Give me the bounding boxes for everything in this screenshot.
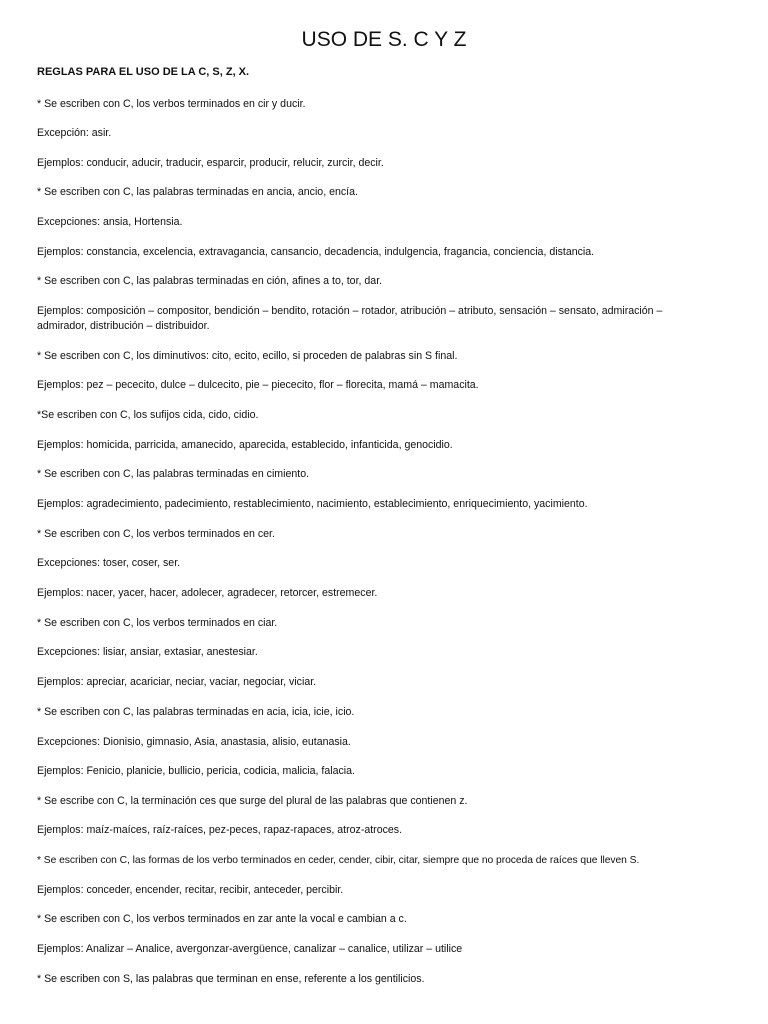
paragraph: Excepciones: lisiar, ansiar, extasiar, anestesiar. <box>37 646 258 658</box>
paragraph: *Se escriben con C, los sufijos cida, cido, cidio. <box>37 409 259 421</box>
paragraph: Excepción: asir. <box>37 127 112 139</box>
paragraph: * Se escriben con C, los verbos terminados en ciar. <box>37 617 278 629</box>
paragraph: * Se escribe con C, la terminación ces que surge del plural de las palabras que contienen z. <box>37 795 468 807</box>
paragraph: * Se escriben con C, las formas de los verbo terminados en ceder, cender, cibir, citar, siempre que no proceda de raíces que lleven S. <box>37 855 640 866</box>
paragraph: Ejemplos: composición – compositor, bendición – bendito, rotación – rotador, atribución – atributo, sensación – sensato, admiración – admirador, distribución – distribuidor. <box>37 305 663 332</box>
paragraph: * Se escriben con C, los verbos terminados en cir y ducir. <box>37 98 306 110</box>
document-title: USO DE S. C Y Z <box>301 28 467 51</box>
paragraph: Excepciones: Dionisio, gimnasio, Asia, anastasia, alisio, eutanasia. <box>37 736 351 748</box>
paragraph: * Se escriben con C, los verbos terminados en zar ante la vocal e cambian a c. <box>37 913 407 925</box>
paragraph: * Se escriben con C, los verbos terminados en cer. <box>37 528 275 540</box>
paragraph: Ejemplos: nacer, yacer, hacer, adolecer, agradecer, retorcer, estremecer. <box>37 587 378 599</box>
paragraph: Excepciones: ansia, Hortensia. <box>37 216 183 228</box>
paragraph: Ejemplos: apreciar, acariciar, neciar, vaciar, negociar, viciar. <box>37 676 317 688</box>
paragraph: Ejemplos: Analizar – Analice, avergonzar-avergüence, canalizar – canalice, utilizar – utilice <box>37 943 463 955</box>
paragraph: Ejemplos: Fenicio, planicie, bullicio, pericia, codicia, malicia, falacia. <box>37 765 355 777</box>
paragraph: Ejemplos: maíz-maíces, raíz-raíces, pez-peces, rapaz-rapaces, atroz-atroces. <box>37 824 403 836</box>
paragraph: Ejemplos: conducir, aducir, traducir, esparcir, producir, relucir, zurcir, decir. <box>37 157 384 169</box>
paragraph: * Se escriben con C, las palabras terminadas en cimiento. <box>37 468 310 480</box>
paragraph: * Se escriben con C, las palabras terminadas en ancia, ancio, encía. <box>37 186 358 198</box>
document-subtitle: REGLAS PARA EL USO DE LA C, S, Z, X. <box>37 66 250 78</box>
paragraph: * Se escriben con S, las palabras que terminan en ense, referente a los gentilicios. <box>37 973 425 985</box>
paragraph: Ejemplos: agradecimiento, padecimiento, restablecimiento, nacimiento, establecimiento, enriquecimiento, yacimiento. <box>37 498 588 510</box>
paragraph: Ejemplos: conceder, encender, recitar, recibir, anteceder, percibir. <box>37 884 344 896</box>
paragraph: Excepciones: toser, coser, ser. <box>37 557 181 569</box>
paragraph: Ejemplos: homicida, parricida, amanecido, aparecida, establecido, infanticida, genocidio. <box>37 439 453 451</box>
paragraph: * Se escriben con C, las palabras terminadas en ción, afines a to, tor, dar. <box>37 275 383 287</box>
paragraph: Ejemplos: pez – pececito, dulce – dulcecito, pie – piececito, flor – florecita, mamá – mamacita. <box>37 379 479 391</box>
paragraph: Ejemplos: constancia, excelencia, extravagancia, cansancio, decadencia, indulgencia, fragancia, conciencia, distancia. <box>37 246 595 258</box>
paragraph: * Se escriben con C, las palabras terminadas en acia, icia, icie, icio. <box>37 706 355 718</box>
paragraph: * Se escriben con C, los diminutivos: cito, ecito, ecillo, si proceden de palabras sin S final. <box>37 350 458 362</box>
